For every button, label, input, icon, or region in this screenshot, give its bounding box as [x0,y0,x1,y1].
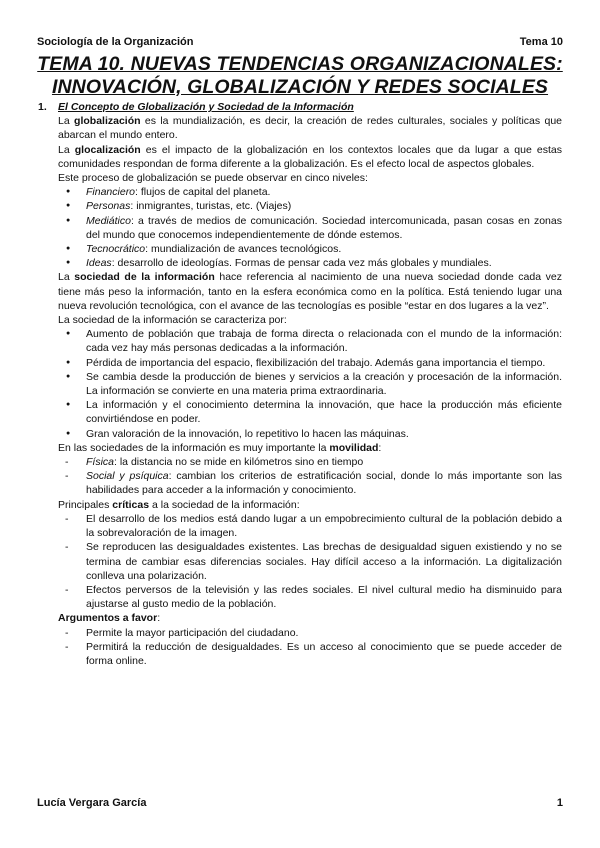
arguments-term: Argumentos a favor [58,612,158,625]
levels-list [58,185,562,270]
levels-intro: Este proceso de globalización se puede observar en cinco niveles: [58,172,368,185]
arguments-heading: Argumentos a favor: [58,612,161,625]
course-name: Sociología de la Organización [37,36,194,48]
list-item: ● Mediático: a través de medios de comunicación. Sociedad intercomunicada, pasan cosas en zonas del mundo que conocemos independientemente de dónde estemos. [58,214,562,242]
list-item: - Se reproducen las desigualdades existentes. Las brechas de desigualdad siguen existiendo y no se termina de cambiar esas diferencias sociales. Hay difícil acceso a la información. La digitalización conlleva una polarización. [58,540,562,583]
characteristics-list [58,327,562,441]
arguments-list [58,626,562,669]
criticisms-list [58,512,562,611]
document-body [38,100,562,668]
page-title [0,53,600,98]
title-line-1: TEMA 10. NUEVAS TENDENCIAS ORGANIZACIONALES: [37,53,563,75]
criticisms-term: críticas [112,498,150,511]
mobility-term: movilidad [329,441,379,454]
page-footer [37,797,563,809]
list-item: - El desarrollo de los medios está dando lugar a un empobrecimiento cultural de la población debido a la sobrevaloración de la imagen. [58,512,562,540]
topic-label: Tema 10 [519,36,563,48]
list-item: ● Gran valoración de la innovación, lo repetitivo lo hacen las máquinas. [58,427,562,441]
title-line-2: INNOVACIÓN, GLOBALIZACIÓN Y REDES SOCIALES [51,75,549,98]
globalization-paragraph: La globalización es la mundialización, es decir, la creación de redes culturales, sociales y políticas que abarcan el mundo entero. [58,115,562,142]
list-item: ● Personas: inmigrantes, turistas, etc. (Viajes) [58,199,562,213]
list-item: ● Pérdida de importancia del espacio, flexibilización del trabajo. Además gana importancia el tiempo. [58,356,562,370]
characteristics-intro: La sociedad de la información se caracteriza por: [58,314,287,327]
list-item: ● Se cambia desde la producción de bienes y servicios a la creación y procesación de la información. La información se convierte en una materia prima extraordinaria. [58,370,562,398]
list-item: - Permite la mayor participación del ciudadano. [58,626,562,640]
list-item: - Social y psíquica: cambian los criterios de estratificación social, donde lo más importante son las habilidades para acceder a la información y conocimiento. [58,469,562,497]
section-heading [38,100,562,114]
list-item: ● Tecnocrático: mundialización de avances tecnológicos. [58,242,562,256]
list-item: ● Ideas: desarrollo de ideologías. Formas de pensar cada vez más globales y mundiales. [58,256,562,270]
page-header [37,36,563,48]
mobility-list [58,455,562,498]
list-item: - Física: la distancia no se mide en kilómetros sino en tiempo [58,455,562,469]
page-number: 1 [556,797,563,809]
list-item: ● Financiero: flujos de capital del planeta. [58,185,562,199]
list-item: ● La información y el conocimiento determina la innovación, que hace la producción más eficiente convirtiéndose en poder. [58,398,562,426]
section-number: 1. [38,101,47,113]
author-name: Lucía Vergara García [37,797,147,809]
list-item: - Permitirá la reducción de desigualdades. Es un acceso al conocimiento que se puede acceder de forma online. [58,640,562,668]
glocalization-term: glocalización [74,143,141,156]
info-society-paragraph: La sociedad de la información hace referencia al nacimiento de una nueva sociedad donde cada vez tiene más peso la información, tanto en la esfera económica como en la política. Está teniendo lugar una nueva revolución tecnológica, con el avance de las tecnologías es posible “estar en dos lugares a la vez”. [58,271,562,312]
section-title: El Concepto de Globalización y Sociedad de la Información [58,101,354,113]
mobility-paragraph: En las sociedades de la información es muy importante la movilidad: [58,441,382,454]
list-item: - Efectos perversos de la televisión y las redes sociales. El nivel cultural medio ha disminuido para ajustarse al gusto medio de la población. [58,583,562,611]
list-item: ● Aumento de población que trabaja de forma directa o relacionada con el mundo de la información: cada vez hay más personas dedicadas a la información. [58,327,562,355]
globalization-term: globalización [74,115,141,128]
glocalization-paragraph: La glocalización es el impacto de la globalización en los contextos locales que da lugar a que estas comunidades respondan de forma diferente a la globalización. Es el efecto local de aspectos globales. [58,143,562,170]
info-society-term: sociedad de la información [74,271,215,284]
criticisms-paragraph: Principales críticas a la sociedad de la información: [58,498,300,511]
